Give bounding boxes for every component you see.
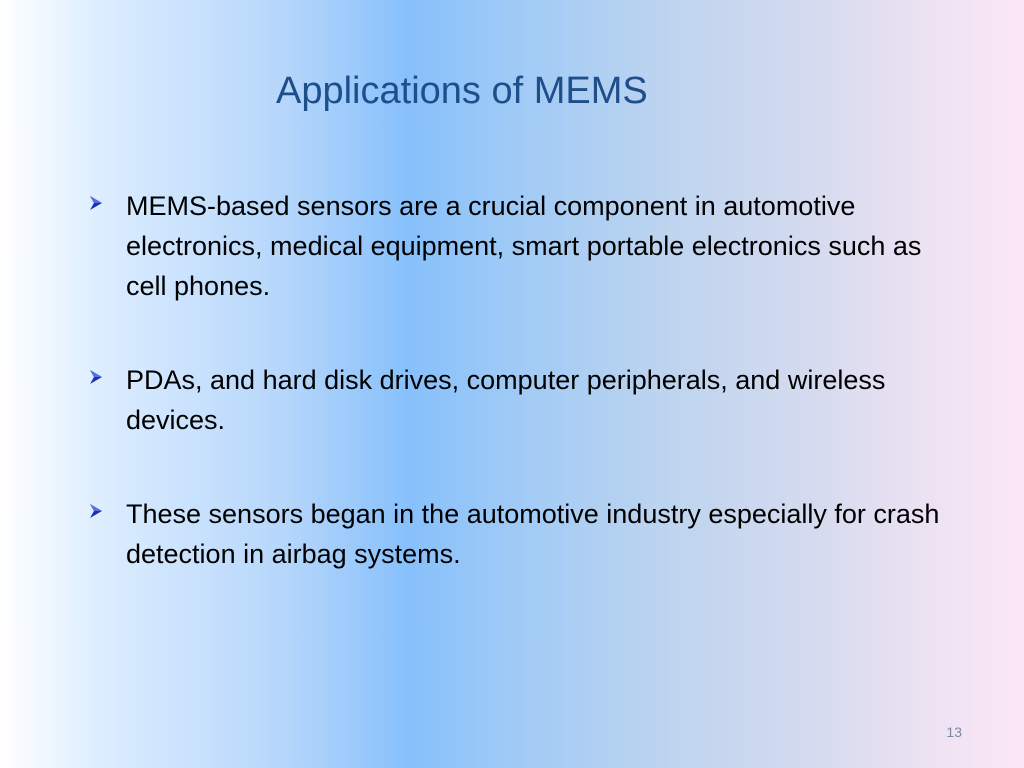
bullet-item xyxy=(88,360,968,440)
slide-title: Applications of MEMS xyxy=(276,70,648,112)
bullet-item xyxy=(88,186,968,306)
bullet-text: PDAs, and hard disk drives, computer peripherals, and wireless devices. xyxy=(126,365,886,435)
arrow-bullet-icon xyxy=(88,360,126,385)
bullet-text: MEMS-based sensors are a crucial component in automotive electronics, medical equipment, smart portable electronics such as cell phones. xyxy=(126,191,922,301)
page-number: 13 xyxy=(946,724,962,740)
arrow-bullet-icon xyxy=(88,494,126,519)
bullet-item xyxy=(88,494,968,574)
bullet-list xyxy=(88,186,968,628)
bullet-text: These sensors began in the automotive industry especially for crash detection in airbag systems. xyxy=(126,499,940,569)
arrow-bullet-icon xyxy=(88,186,126,211)
